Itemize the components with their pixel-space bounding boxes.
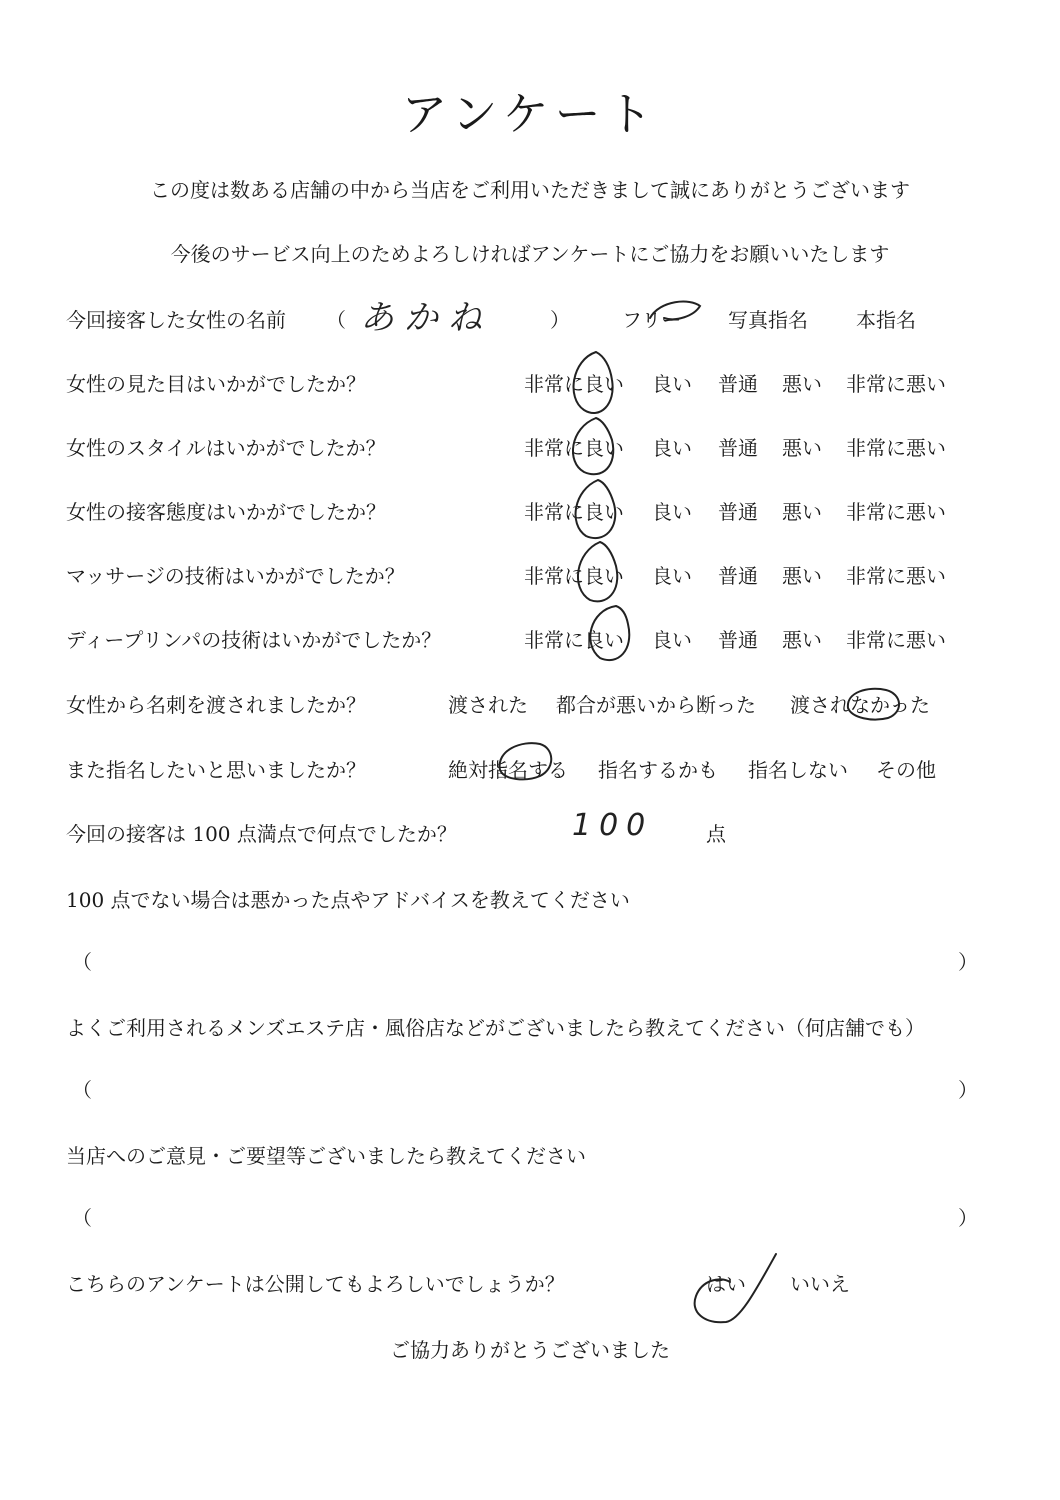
rating-option-very-good[interactable]: 非常に良い (524, 500, 624, 524)
rating-option-average[interactable]: 普通 (718, 436, 758, 460)
answer-field[interactable] (96, 1200, 946, 1230)
rating-option-very-bad[interactable]: 非常に悪い (846, 628, 946, 652)
rating-option-average[interactable]: 普通 (718, 564, 758, 588)
rating-option-bad[interactable]: 悪い (782, 628, 822, 652)
option-other[interactable]: その他 (876, 758, 936, 782)
handwritten-score: 100 (572, 808, 654, 843)
open-question: 100 点でない場合は悪かった点やアドバイスを教えてください (66, 888, 630, 912)
rating-option-bad[interactable]: 悪い (782, 500, 822, 524)
rating-option-good[interactable]: 良い (652, 500, 692, 524)
rating-option-very-bad[interactable]: 非常に悪い (846, 500, 946, 524)
name-close-paren: ） (550, 308, 570, 332)
rating-option-good[interactable]: 良い (652, 372, 692, 396)
rating-option-bad[interactable]: 悪い (782, 372, 822, 396)
close-paren: ） (958, 1206, 978, 1230)
open-paren: （ (72, 950, 92, 974)
close-paren: ） (958, 1078, 978, 1102)
rating-option-very-good[interactable]: 非常に良い (524, 436, 624, 460)
rating-option-bad[interactable]: 悪い (782, 564, 822, 588)
option-photo-nomination[interactable]: 写真指名 (728, 308, 808, 332)
intro-line-2: 今後のサービス向上のためよろしければアンケートにご協力をお願いいたします (170, 242, 890, 266)
rating-question: 女性の接客態度はいかがでしたか？ (66, 500, 386, 524)
rating-option-very-bad[interactable]: 非常に悪い (846, 372, 946, 396)
rating-option-very-bad[interactable]: 非常に悪い (846, 436, 946, 460)
rating-option-good[interactable]: 良い (652, 564, 692, 588)
closing-message: ご協力ありがとうございました (390, 1338, 670, 1362)
rating-option-good[interactable]: 良い (652, 436, 692, 460)
intro-line-1: この度は数ある店舗の中から当店をご利用いただきまして誠にありがとうございます (150, 178, 910, 202)
rating-question: 女性の見た目はいかがでしたか？ (66, 372, 366, 396)
option-no[interactable]: いいえ (790, 1272, 850, 1296)
rating-question: 女性のスタイルはいかがでしたか？ (66, 436, 386, 460)
open-paren: （ (72, 1206, 92, 1230)
score-unit: 点 (706, 822, 726, 846)
option-card-declined[interactable]: 都合が悪いから断った (556, 693, 756, 717)
answer-field[interactable] (96, 1072, 946, 1102)
option-main-nomination[interactable]: 本指名 (856, 308, 916, 332)
handwritten-name: あかね (360, 298, 492, 338)
open-paren: （ (72, 1078, 92, 1102)
rating-option-very-bad[interactable]: 非常に悪い (846, 564, 946, 588)
repeat-question: また指名したいと思いましたか？ (66, 758, 366, 782)
option-definitely-nominate[interactable]: 絶対指名する (448, 758, 568, 782)
open-question: 当店へのご意見・ご要望等ございましたら教えてください (66, 1144, 586, 1168)
name-open-paren: （ (326, 308, 346, 332)
option-card-received[interactable]: 渡された (448, 693, 528, 717)
rating-question: ディープリンパの技術はいかがでしたか？ (66, 628, 442, 652)
option-not-nominate[interactable]: 指名しない (748, 758, 848, 782)
rating-option-very-good[interactable]: 非常に良い (524, 628, 624, 652)
rating-question: マッサージの技術はいかがでしたか？ (66, 564, 405, 588)
option-free[interactable]: フリー (622, 308, 682, 332)
answer-field[interactable] (96, 944, 946, 974)
rating-option-average[interactable]: 普通 (718, 500, 758, 524)
open-question: よくご利用されるメンズエステ店・風俗店などがございましたら教えてください（何店舗でも） (66, 1016, 925, 1040)
rating-option-very-good[interactable]: 非常に良い (524, 564, 624, 588)
option-card-not-received[interactable]: 渡されなかった (790, 693, 930, 717)
rating-option-average[interactable]: 普通 (718, 372, 758, 396)
rating-option-average[interactable]: 普通 (718, 628, 758, 652)
card-question: 女性から名刺を渡されましたか？ (66, 693, 366, 717)
page-title: アンケート (401, 87, 659, 141)
rating-option-bad[interactable]: 悪い (782, 436, 822, 460)
score-question: 今回の接客は 100 点満点で何点でしたか？ (66, 822, 457, 846)
option-yes[interactable]: はい (706, 1272, 746, 1296)
name-question: 今回接客した女性の名前 (66, 308, 286, 332)
rating-option-good[interactable]: 良い (652, 628, 692, 652)
publish-question: こちらのアンケートは公開してもよろしいでしょうか？ (66, 1272, 565, 1296)
close-paren: ） (958, 950, 978, 974)
rating-option-very-good[interactable]: 非常に良い (524, 372, 624, 396)
option-maybe-nominate[interactable]: 指名するかも (598, 758, 718, 782)
